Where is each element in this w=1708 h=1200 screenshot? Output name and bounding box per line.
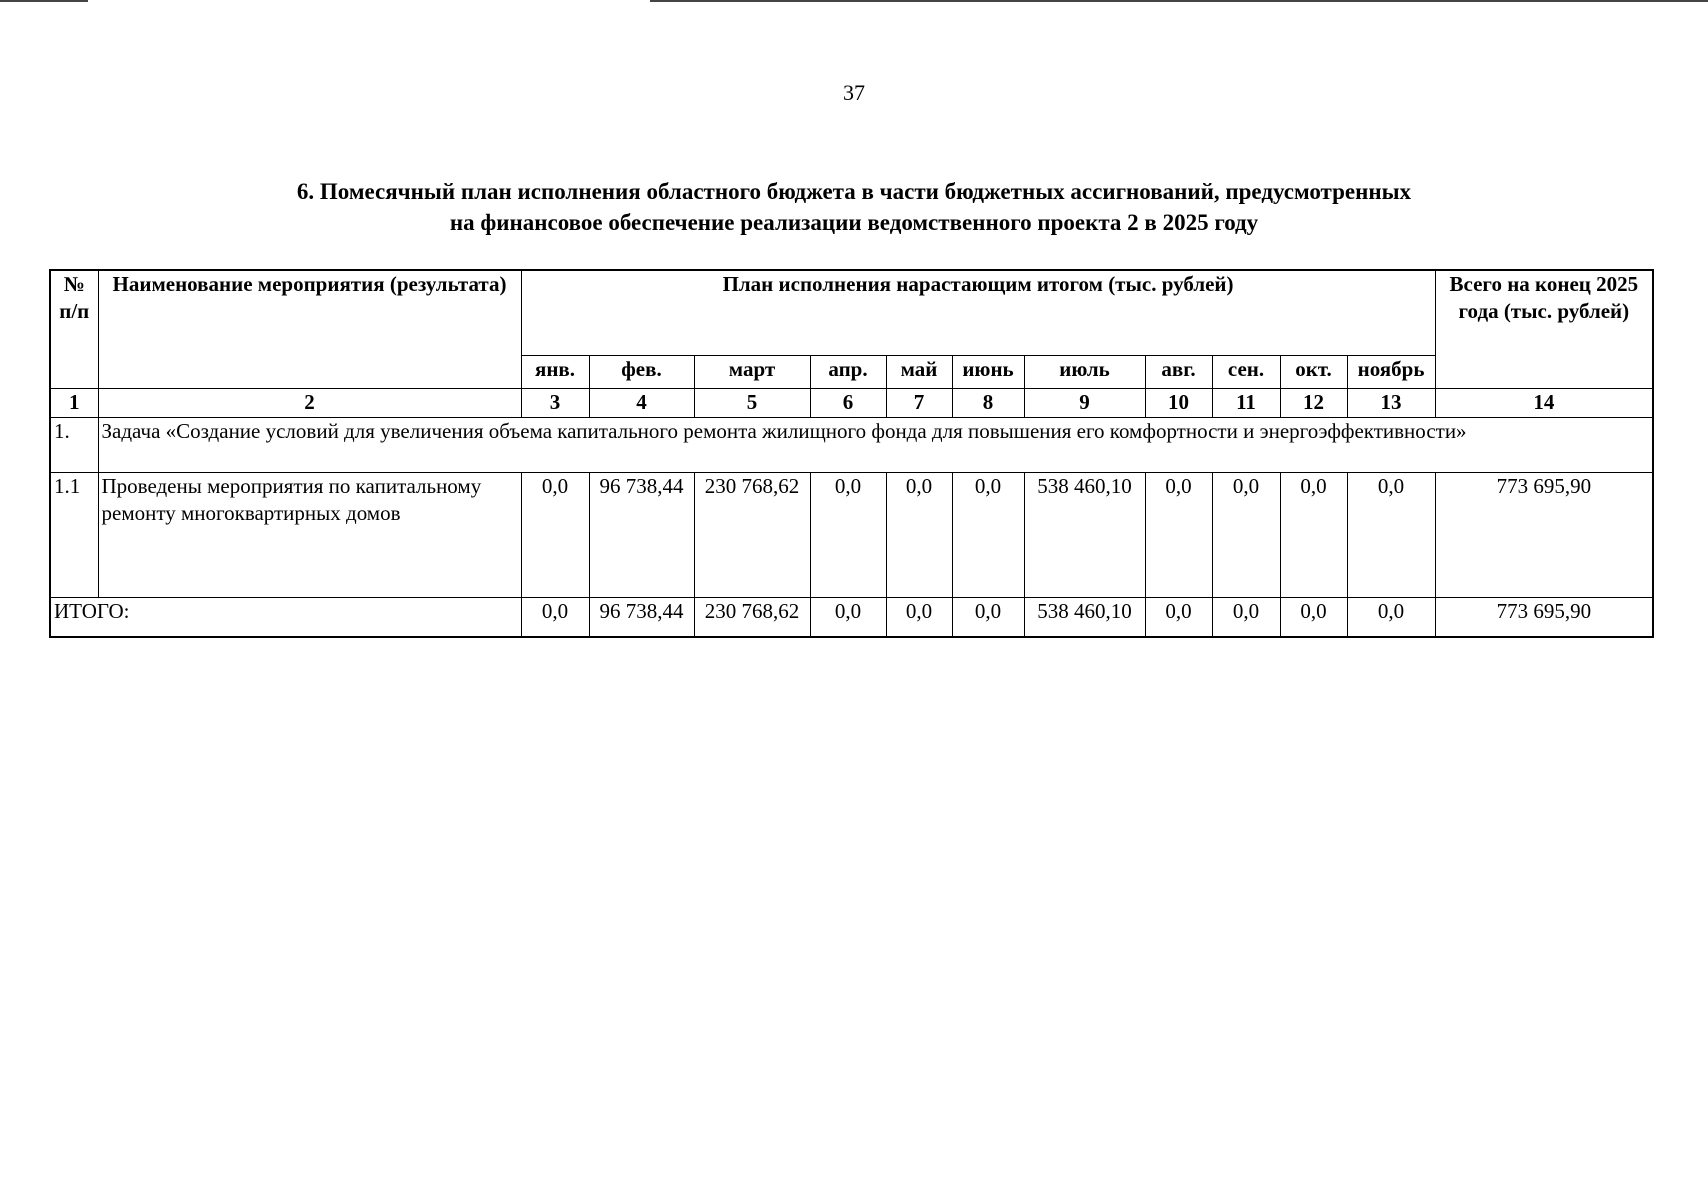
page-number: 37 <box>843 80 865 105</box>
column-numbers-row <box>50 389 1653 418</box>
total-value-oct: 0,0 <box>1280 598 1347 638</box>
task-number: 1. <box>50 418 98 473</box>
month-header: июнь <box>952 356 1024 389</box>
total-value-jan: 0,0 <box>521 598 589 638</box>
column-number: 3 <box>521 389 589 418</box>
column-number: 13 <box>1347 389 1435 418</box>
column-number: 1 <box>50 389 98 418</box>
total-value-apr: 0,0 <box>810 598 886 638</box>
header-plan: План исполнения нарастающим итогом (тыс. рублей) <box>521 270 1435 356</box>
item-value-feb: 96 738,44 <box>589 473 694 598</box>
item-value-may: 0,0 <box>886 473 952 598</box>
total-value-jun: 0,0 <box>952 598 1024 638</box>
section-title <box>60 176 1648 238</box>
column-number: 8 <box>952 389 1024 418</box>
header-row <box>50 270 1653 356</box>
month-header: март <box>694 356 810 389</box>
item-value-mar: 230 768,62 <box>694 473 810 598</box>
item-value-aug: 0,0 <box>1145 473 1212 598</box>
month-header: апр. <box>810 356 886 389</box>
month-header: июль <box>1024 356 1145 389</box>
total-value-sep: 0,0 <box>1212 598 1280 638</box>
month-header: окт. <box>1280 356 1347 389</box>
task-text: Задача «Создание условий для увеличения объема капитального ремонта жилищного фонда для повышения его комфортности и энергоэффективности» <box>98 418 1653 473</box>
item-value-sep: 0,0 <box>1212 473 1280 598</box>
column-number: 12 <box>1280 389 1347 418</box>
item-value-jun: 0,0 <box>952 473 1024 598</box>
task-row <box>50 418 1653 473</box>
column-number: 11 <box>1212 389 1280 418</box>
month-header: ноябрь <box>1347 356 1435 389</box>
header-num: № п/п <box>50 270 98 389</box>
header-total: Всего на конец 2025 года (тыс. рублей) <box>1435 270 1653 389</box>
column-number: 14 <box>1435 389 1653 418</box>
column-number: 10 <box>1145 389 1212 418</box>
scan-artifact-line <box>650 0 1708 2</box>
scan-artifact-line <box>0 0 88 2</box>
total-value-mar: 230 768,62 <box>694 598 810 638</box>
item-number: 1.1 <box>50 473 98 598</box>
title-line-2: на финансовое обеспечение реализации ведомственного проекта 2 в 2025 году <box>449 210 1259 235</box>
month-header: сен. <box>1212 356 1280 389</box>
total-label: ИТОГО: <box>50 598 521 638</box>
item-value-oct: 0,0 <box>1280 473 1347 598</box>
month-header: авг. <box>1145 356 1212 389</box>
item-total: 773 695,90 <box>1435 473 1653 598</box>
item-name: Проведены мероприятия по капитальному ремонту многоквартирных домов <box>98 473 521 598</box>
item-value-apr: 0,0 <box>810 473 886 598</box>
item-value-nov: 0,0 <box>1347 473 1435 598</box>
month-header: май <box>886 356 952 389</box>
column-number: 4 <box>589 389 694 418</box>
table-row <box>50 473 1653 598</box>
month-header: фев. <box>589 356 694 389</box>
column-number: 5 <box>694 389 810 418</box>
item-value-jul: 538 460,10 <box>1024 473 1145 598</box>
total-value-nov: 0,0 <box>1347 598 1435 638</box>
column-number: 2 <box>98 389 521 418</box>
title-line-1: 6. Помесячный план исполнения областного бюджета в части бюджетных ассигнований, предусмотренных <box>296 179 1412 204</box>
total-value-aug: 0,0 <box>1145 598 1212 638</box>
column-number: 6 <box>810 389 886 418</box>
total-value-feb: 96 738,44 <box>589 598 694 638</box>
month-header: янв. <box>521 356 589 389</box>
header-name: Наименование мероприятия (результата) <box>98 270 521 389</box>
grand-total: 773 695,90 <box>1435 598 1653 638</box>
column-number: 9 <box>1024 389 1145 418</box>
item-value-jan: 0,0 <box>521 473 589 598</box>
budget-plan-table <box>49 269 1654 638</box>
total-value-may: 0,0 <box>886 598 952 638</box>
total-value-jul: 538 460,10 <box>1024 598 1145 638</box>
column-number: 7 <box>886 389 952 418</box>
total-row <box>50 598 1653 638</box>
